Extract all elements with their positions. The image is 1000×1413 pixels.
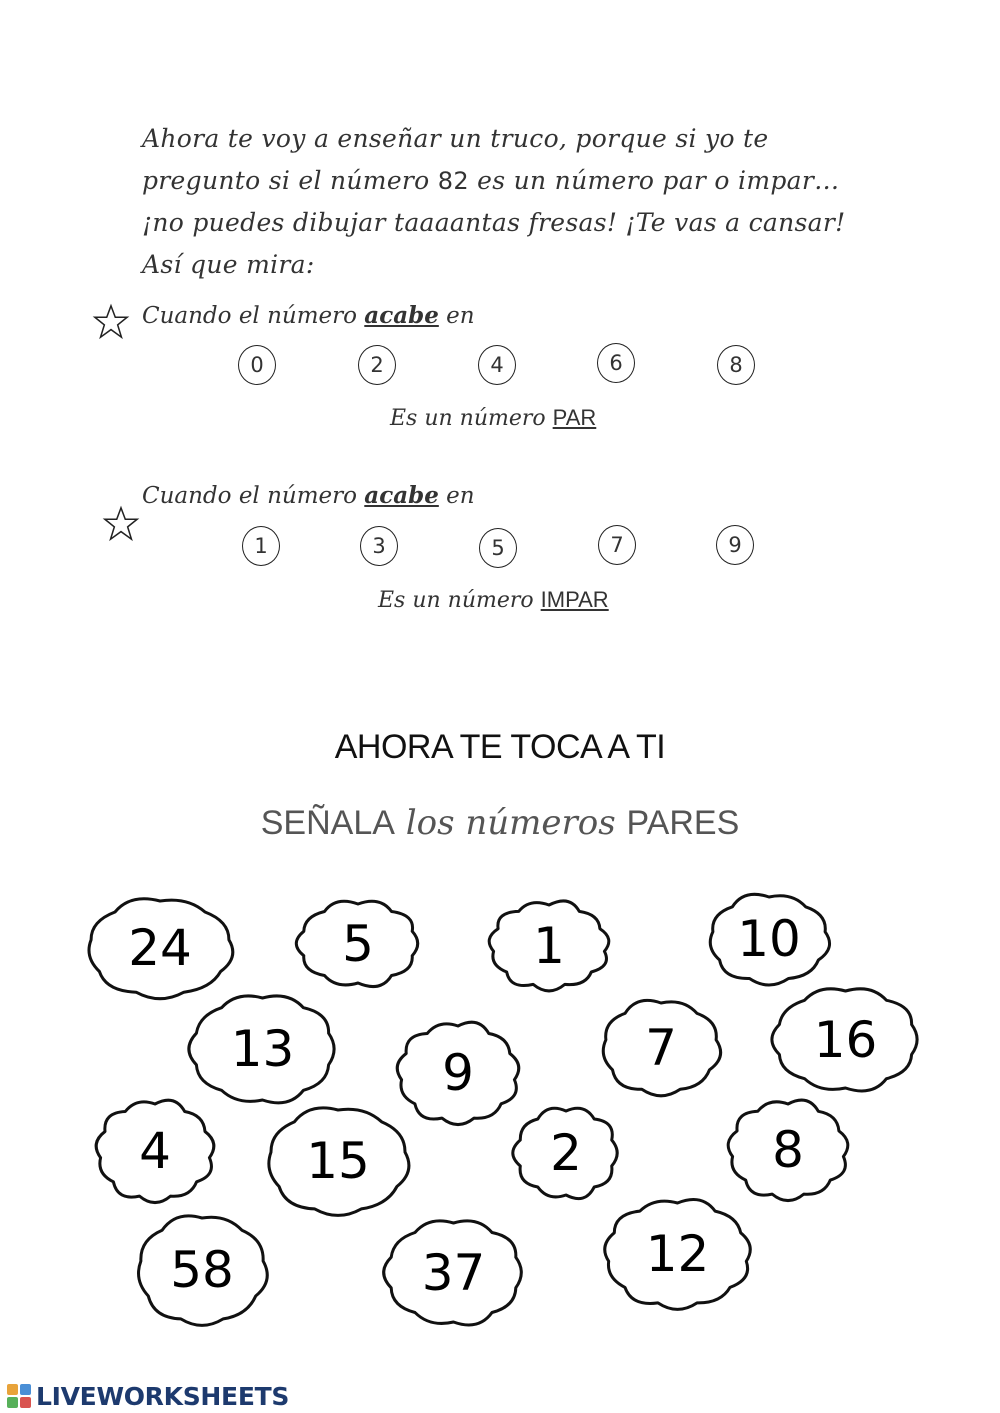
cloud-number: 24	[128, 919, 192, 977]
cloud-number: 2	[550, 1124, 582, 1182]
intro-line-2	[142, 160, 882, 202]
odd-digit-circle: 5	[479, 528, 517, 568]
number-cloud[interactable]	[724, 1096, 852, 1204]
number-cloud[interactable]	[92, 1096, 218, 1206]
intro-line-2-end: es un número par o impar…	[468, 166, 840, 195]
cloud-number: 9	[442, 1044, 474, 1102]
cloud-number: 15	[306, 1132, 370, 1190]
even-result-prefix: Es un número	[390, 406, 553, 431]
odd-rule-suffix: en	[438, 483, 475, 509]
example-number: 82	[437, 167, 469, 195]
odd-rule-keyword: acabe	[364, 482, 439, 509]
star-icon	[102, 505, 140, 543]
cloud-number: 7	[645, 1018, 677, 1077]
odd-result-keyword: IMPAR	[540, 587, 609, 612]
odd-rule-text	[142, 482, 475, 509]
number-cloud[interactable]	[485, 897, 613, 994]
number-cloud[interactable]	[293, 896, 423, 991]
number-cloud[interactable]	[597, 995, 725, 1100]
liveworksheets-logo-icon	[6, 1383, 32, 1409]
cloud-number: 5	[342, 914, 374, 973]
number-cloud[interactable]	[82, 893, 238, 1003]
even-digit-circle: 0	[238, 345, 276, 385]
cloud-number: 13	[230, 1020, 295, 1078]
odd-digit-circle: 7	[598, 525, 636, 565]
footer-brand[interactable]	[6, 1380, 289, 1412]
number-cloud[interactable]	[185, 990, 340, 1108]
odd-result	[378, 587, 609, 613]
intro-paragraph	[142, 118, 882, 286]
odd-result-prefix: Es un número	[378, 588, 541, 613]
cloud-number: 4	[139, 1122, 171, 1180]
number-cloud[interactable]	[600, 1195, 755, 1313]
number-cloud[interactable]	[262, 1102, 414, 1220]
instruction-middle: los números	[405, 803, 616, 843]
even-rule-suffix: en	[438, 303, 475, 329]
cloud-number: 37	[421, 1243, 486, 1302]
instruction-verb: SEÑALA	[260, 804, 395, 842]
number-cloud[interactable]	[380, 1215, 527, 1330]
cloud-number: 10	[737, 910, 801, 968]
exercise-title: AHORA TE TOCA A TI	[334, 728, 666, 766]
even-digit-circle: 6	[597, 343, 635, 383]
cloud-number: 8	[772, 1121, 804, 1179]
number-cloud[interactable]	[132, 1210, 272, 1330]
number-cloud[interactable]	[768, 983, 923, 1096]
even-digit-circle: 2	[358, 345, 396, 385]
odd-rule-prefix: Cuando el número	[142, 483, 365, 509]
intro-line-2-start: pregunto si el número	[142, 166, 438, 195]
number-cloud[interactable]	[704, 889, 834, 989]
cloud-number: 16	[813, 1010, 878, 1069]
intro-line-3: ¡no puedes dibujar taaaantas fresas! ¡Te vas a cansar!	[142, 208, 846, 237]
cloud-number: 12	[645, 1225, 710, 1283]
cloud-number: 1	[533, 916, 565, 975]
even-rule-prefix: Cuando el número	[142, 303, 365, 329]
even-digit-circle: 8	[717, 345, 755, 385]
star-icon	[92, 303, 130, 341]
even-result	[390, 405, 596, 431]
even-digit-circle: 4	[478, 345, 516, 385]
intro-line-4: Así que mira:	[142, 250, 315, 279]
even-result-keyword: PAR	[552, 405, 597, 430]
brand-name: LIVEWORKSHEETS	[36, 1381, 290, 1411]
odd-digit-circle: 1	[242, 526, 280, 566]
even-rule-keyword: acabe	[364, 302, 439, 329]
exercise-instruction	[0, 803, 1000, 843]
odd-digit-circle: 9	[716, 525, 754, 565]
odd-digit-circle: 3	[360, 526, 398, 566]
instruction-target: PARES	[626, 804, 740, 842]
cloud-number: 58	[170, 1241, 234, 1299]
number-cloud[interactable]	[510, 1103, 622, 1203]
intro-line-1: Ahora te voy a enseñar un truco, porque si yo te	[142, 124, 769, 153]
even-rule-text	[142, 302, 475, 329]
